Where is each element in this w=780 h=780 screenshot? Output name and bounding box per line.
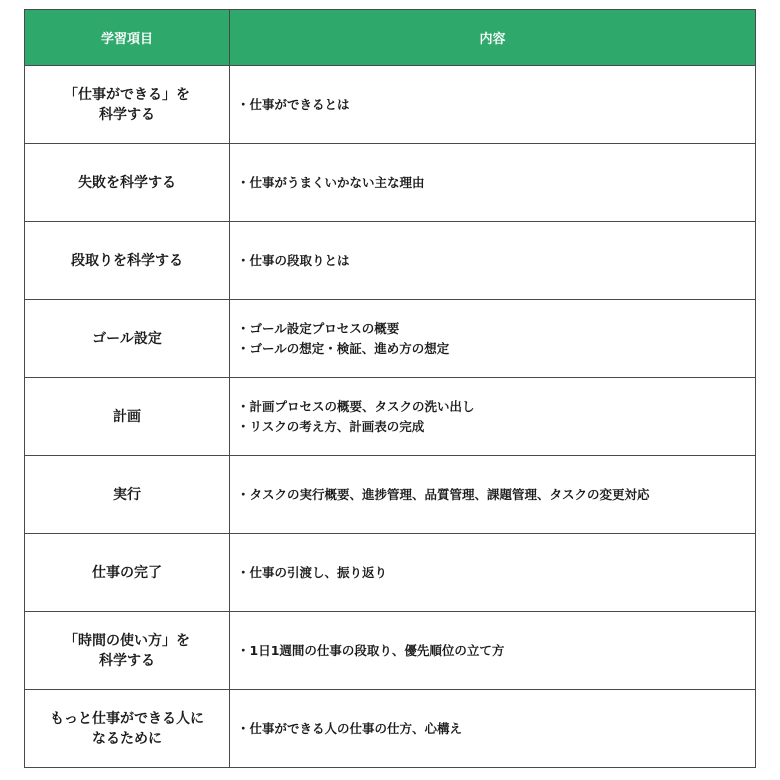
- row-content-cell: [230, 378, 756, 456]
- row-content-line: ・仕事ができるとは: [237, 96, 350, 112]
- row-content-line: ・計画プロセスの概要、タスクの洗い出し: [237, 398, 475, 414]
- row-item-line: 段取りを科学する: [71, 252, 183, 269]
- row-item-cell: [25, 222, 230, 300]
- row-content-cell: [230, 534, 756, 612]
- table-header-row: [25, 10, 756, 66]
- row-content-cell: [230, 66, 756, 144]
- table-row: [25, 66, 756, 144]
- table-row: [25, 222, 756, 300]
- row-content-line: ・仕事ができる人の仕事の仕方、心構え: [237, 720, 463, 736]
- row-content-line: ・仕事の引渡し、振り返り: [237, 564, 388, 580]
- header-learning-item: 学習項目: [25, 10, 230, 66]
- row-item-line: 科学する: [99, 652, 155, 669]
- row-content-cell: [230, 300, 756, 378]
- curriculum-table: [24, 9, 756, 768]
- row-content-cell: [230, 612, 756, 690]
- row-item-line: 「仕事ができる」を: [64, 86, 190, 103]
- header-content: 内容: [230, 10, 756, 66]
- table-row: [25, 378, 756, 456]
- row-item-cell: [25, 144, 230, 222]
- row-content-line: ・タスクの実行概要、進捗管理、品質管理、課題管理、タスクの変更対応: [237, 486, 650, 502]
- table-row: [25, 534, 756, 612]
- row-item-line: 計画: [113, 408, 141, 425]
- row-item-cell: [25, 534, 230, 612]
- table-row: [25, 612, 756, 690]
- row-item-line: もっと仕事ができる人に: [50, 710, 204, 727]
- row-item-cell: [25, 456, 230, 534]
- row-item-cell: [25, 300, 230, 378]
- row-content-line: ・ゴールの想定・検証、進め方の想定: [237, 340, 450, 356]
- row-item-cell: [25, 378, 230, 456]
- row-item-cell: [25, 690, 230, 768]
- row-content-cell: [230, 222, 756, 300]
- row-item-line: 実行: [113, 486, 141, 503]
- row-content-line: ・リスクの考え方、計画表の完成: [237, 418, 425, 434]
- row-content-line: ・仕事がうまくいかない主な理由: [237, 174, 425, 190]
- table-row: [25, 456, 756, 534]
- row-item-line: ゴール設定: [92, 330, 162, 347]
- row-item-cell: [25, 612, 230, 690]
- table-row: [25, 144, 756, 222]
- row-item-line: なるために: [92, 730, 162, 747]
- table-row: [25, 300, 756, 378]
- row-item-line: 「時間の使い方」を: [64, 632, 190, 649]
- row-content-line: ・ゴール設定プロセスの概要: [237, 320, 400, 336]
- row-item-cell: [25, 66, 230, 144]
- row-content-line: ・仕事の段取りとは: [237, 252, 350, 268]
- row-content-cell: [230, 690, 756, 768]
- row-content-cell: [230, 456, 756, 534]
- row-content-line: ・1日1週間の仕事の段取り、優先順位の立て方: [237, 642, 505, 658]
- row-content-cell: [230, 144, 756, 222]
- row-item-line: 科学する: [99, 106, 155, 123]
- table-row: [25, 690, 756, 768]
- row-item-line: 失敗を科学する: [78, 174, 176, 191]
- row-item-line: 仕事の完了: [92, 564, 162, 581]
